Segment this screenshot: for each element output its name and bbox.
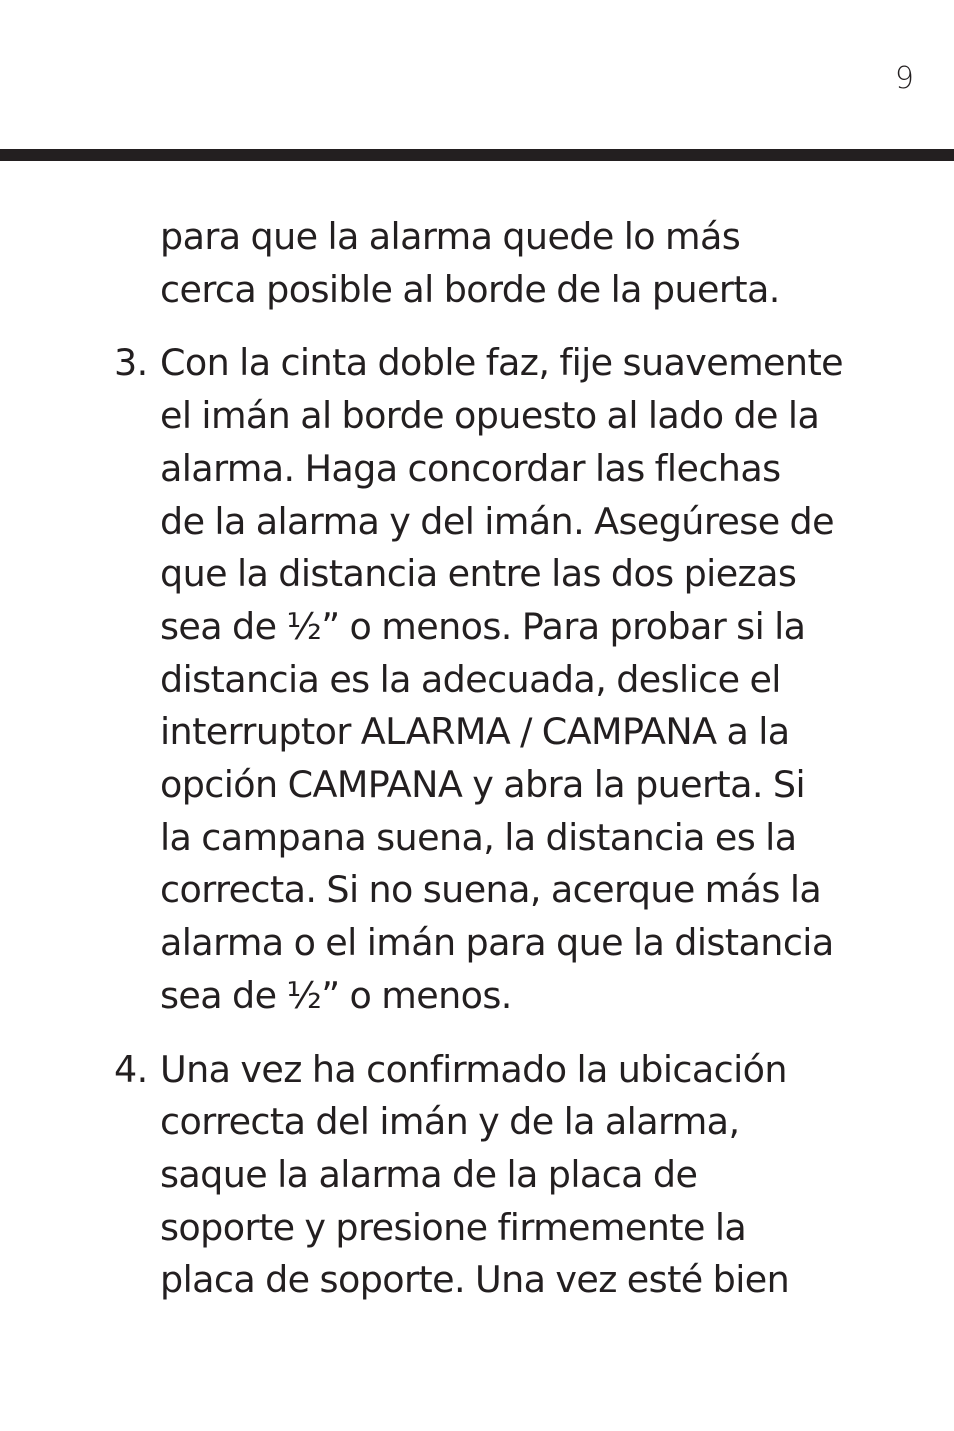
text-line: Una vez ha confirmado la ubicación [160, 1047, 787, 1091]
text-line: la campana suena, la distancia es la [160, 815, 797, 859]
text-line: alarma o el imán para que la distancia [160, 921, 834, 965]
list-item-4 [0, 1044, 954, 1308]
text-line: correcta. Si no suena, acerque más la [160, 868, 822, 912]
text-line: el imán al borde opuesto al lado de la [160, 394, 820, 438]
text-line: saque la alarma de la placa de [160, 1152, 698, 1196]
page-number: 9 [894, 61, 914, 96]
list-item-3 [0, 337, 954, 1022]
continuation-paragraph [160, 211, 954, 316]
text-line: alarma. Haga concordar las flechas [160, 446, 781, 490]
text-line: interruptor ALARMA / CAMPANA a la [160, 710, 790, 754]
text-line: soporte y presione firmemente la [160, 1205, 747, 1249]
page-content [0, 211, 954, 1328]
text-line: que la distancia entre las dos piezas [160, 552, 797, 596]
list-number: 4. [114, 1047, 148, 1091]
text-line: de la alarma y del imán. Asegúrese de [160, 499, 834, 543]
text-line: sea de ½” o menos. [160, 973, 512, 1017]
list-number: 3. [114, 341, 148, 385]
text-line: para que la alarma quede lo más [160, 215, 741, 258]
text-line: placa de soporte. Una vez esté bien [160, 1258, 790, 1302]
text-line: Con la cinta doble faz, fije suavemente [160, 341, 844, 385]
text-line: correcta del imán y de la alarma, [160, 1100, 740, 1144]
text-line: distancia es la adecuada, deslice el [160, 657, 781, 701]
text-line: opción CAMPANA y abra la puerta. Si [160, 763, 806, 807]
text-line: sea de ½” o menos. Para probar si la [160, 604, 806, 648]
text-line: cerca posible al borde de la puerta. [160, 267, 780, 311]
header-rule [0, 149, 954, 161]
